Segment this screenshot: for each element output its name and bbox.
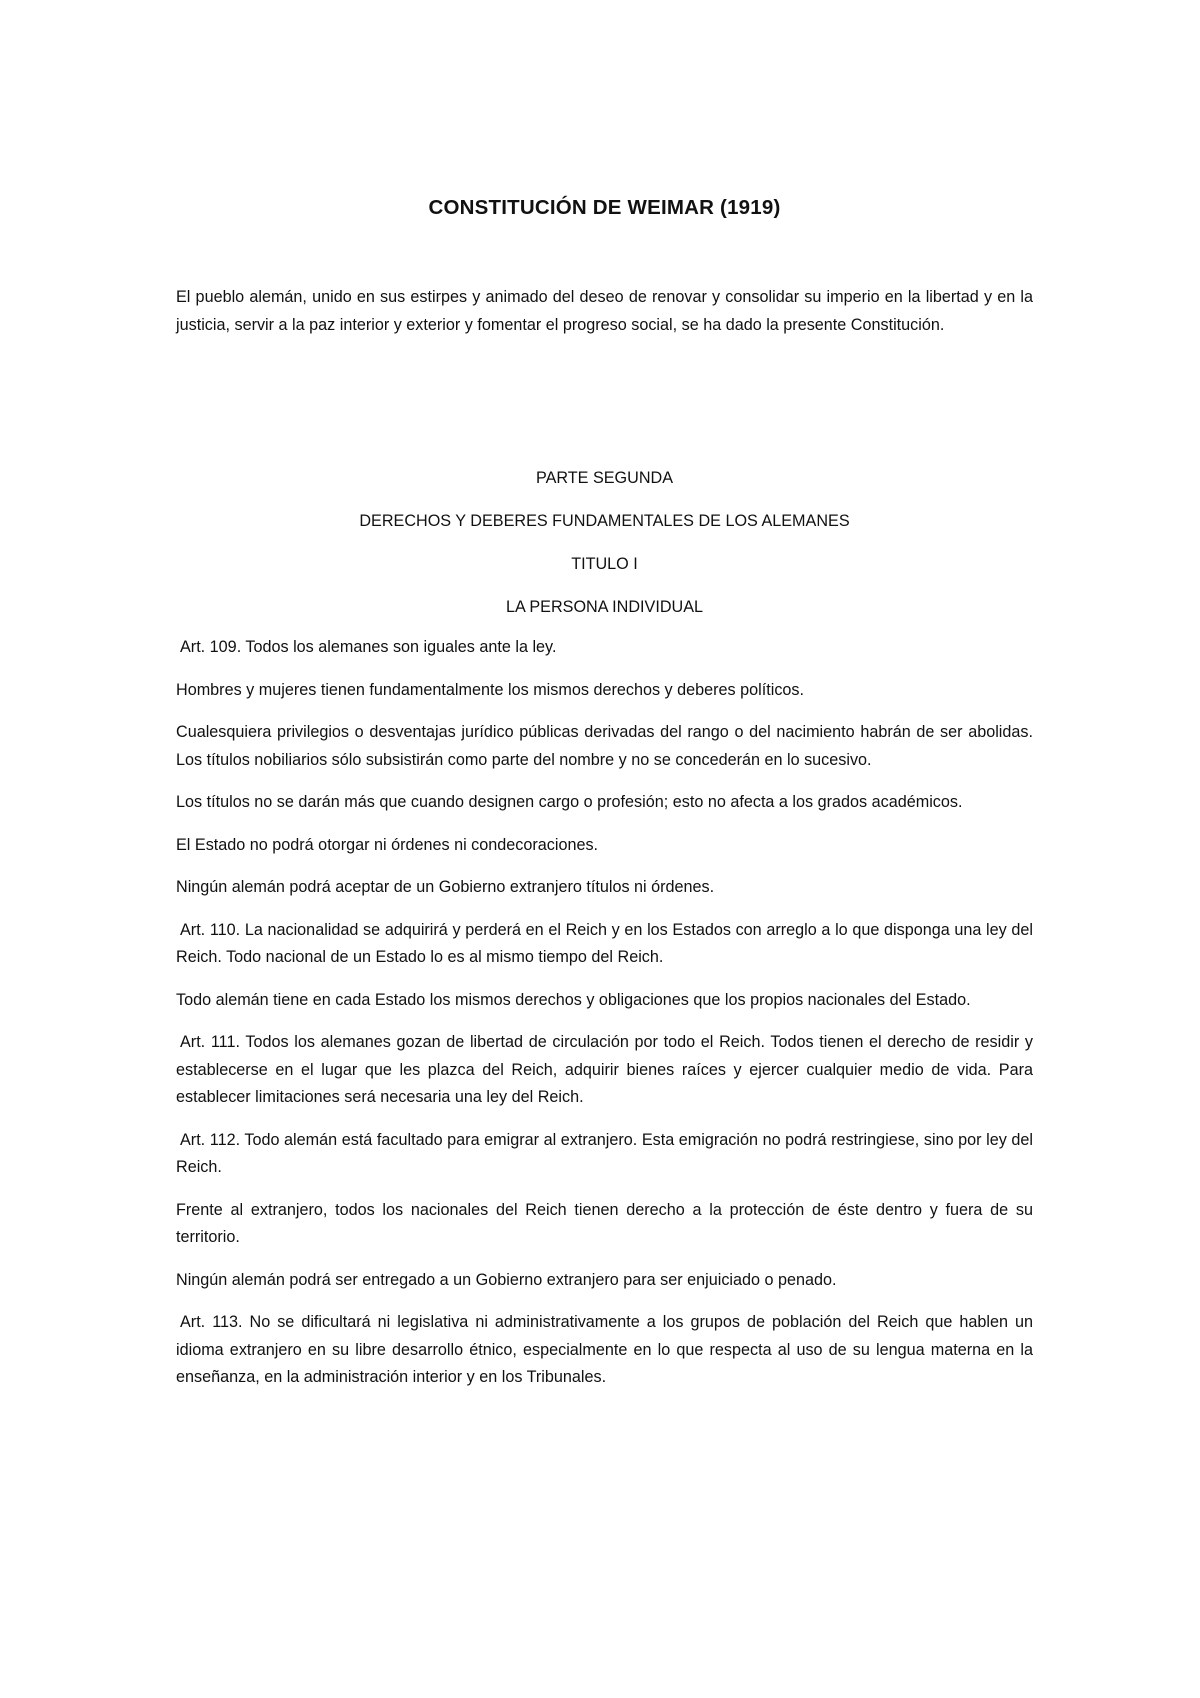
paragraph-text: Frente al extranjero, todos los nacionales del Reich tienen derecho a la protección de éste dentro y fuera de su territorio. <box>176 1200 1033 1246</box>
paragraph <box>176 832 1033 860</box>
paragraph-text: La nacionalidad se adquirirá y perderá en el Reich y en los Estados con arreglo a lo que disponga una ley del Reich. Todo nacional de un Estado lo es al mismo tiempo del Reich. <box>176 920 1033 966</box>
paragraph-text: Ningún alemán podrá aceptar de un Gobierno extranjero títulos ni órdenes. <box>176 878 715 896</box>
article-label: Art. 112. <box>180 1130 241 1149</box>
paragraph-text: El Estado no podrá otorgar ni órdenes ni condecoraciones. <box>176 835 599 854</box>
title-number-heading: TITULO I <box>571 555 638 573</box>
paragraph-text: Hombres y mujeres tienen fundamentalmente los mismos derechos y deberes políticos. <box>176 680 805 699</box>
paragraph <box>176 677 1033 705</box>
title-name-heading: LA PERSONA INDIVIDUAL <box>505 598 703 616</box>
article-label: Art. 109. <box>180 638 242 656</box>
preamble-paragraph: El pueblo alemán, unido en sus estirpes y animado del deseo de renovar y consolidar su imperio en la libertad y en la justicia, servir a la paz interior y exterior y fomentar el progreso social, se ha dado la presente Constitución. <box>176 288 1033 334</box>
paragraph-text: No se dificultará ni legislativa ni administrativamente a los grupos de población del Reich que hablen un idioma extranjero en su libre desarrollo étnico, especialmente en lo que respecta al uso de su lengua materna en la enseñanza, en la administración interior y en los Tribunales. <box>176 1313 1033 1386</box>
paragraph-text: Todo alemán tiene en cada Estado los mismos derechos y obligaciones que los propios nacionales del Estado. <box>176 990 971 1009</box>
paragraph <box>176 917 1033 972</box>
paragraph <box>176 1197 1033 1252</box>
document-body <box>176 634 1033 1407</box>
paragraph-text: Todos los alemanes gozan de libertad de circulación por todo el Reich. Todos tienen el derecho de residir y establecerse en el lugar que les plazca del Reich, adquirir bienes raíces y ejercer cualquier medio de vida. Para establecer limitaciones será necesaria una ley del Reich. <box>176 1033 1033 1106</box>
paragraph <box>176 874 1033 902</box>
article-label: Art. 111. <box>180 1033 240 1051</box>
part-title-heading: DERECHOS Y DEBERES FUNDAMENTALES DE LOS ALEMANES <box>359 512 850 530</box>
article-label: Art. 110. <box>180 920 241 939</box>
document-title: CONSTITUCIÓN DE WEIMAR (1919) <box>428 196 781 219</box>
article-label: Art. 113. <box>180 1313 243 1331</box>
paragraph <box>176 1127 1033 1182</box>
paragraph <box>176 634 1033 662</box>
paragraph <box>176 1309 1033 1392</box>
paragraph <box>176 1267 1033 1295</box>
part-heading: PARTE SEGUNDA <box>535 469 674 487</box>
paragraph-text: Todos los alemanes son iguales ante la ley. <box>241 638 557 656</box>
paragraph-text: Los títulos no se darán más que cuando designen cargo o profesión; esto no afecta a los grados académicos. <box>176 793 963 811</box>
paragraph-text: Ningún alemán podrá ser entregado a un Gobierno extranjero para ser enjuiciado o penado. <box>176 1270 837 1289</box>
paragraph <box>176 1029 1033 1112</box>
paragraph-text: Todo alemán está facultado para emigrar al extranjero. Esta emigración no podrá restringiese, sino por ley del Reich. <box>176 1130 1034 1176</box>
paragraph <box>176 789 1033 817</box>
paragraph-text: Cualesquiera privilegios o desventajas jurídico públicas derivadas del rango o del nacimiento habrán de ser abolidas. Los títulos nobiliarios sólo subsistirán como parte del nombre y no se concederán en lo sucesivo. <box>176 723 1033 769</box>
section-headings <box>176 467 1033 639</box>
paragraph <box>176 719 1033 774</box>
paragraph <box>176 987 1033 1015</box>
